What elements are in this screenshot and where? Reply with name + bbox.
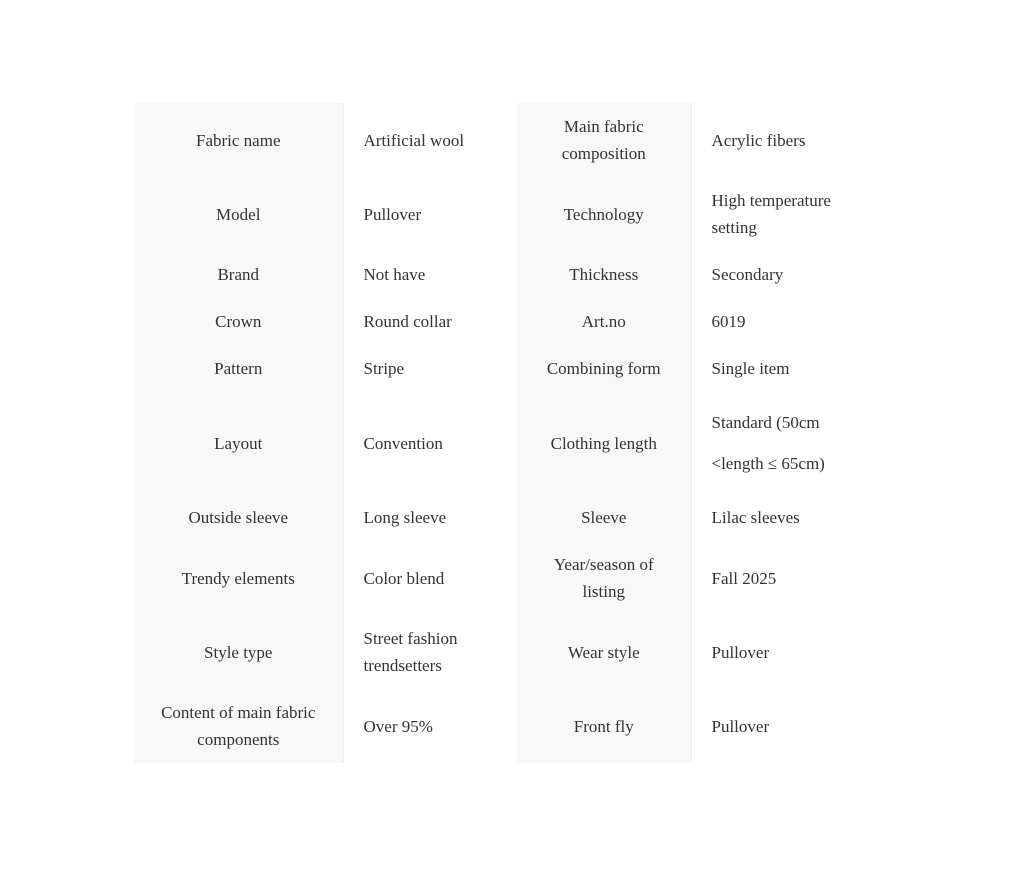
spec-label: Wear style xyxy=(517,615,691,689)
spec-label: Pattern xyxy=(134,345,343,392)
spec-label: Fabric name xyxy=(134,103,343,177)
spec-label: Trendy elements xyxy=(134,541,343,615)
spec-value: Pullover xyxy=(343,177,517,251)
spec-value: Street fashion trendsetters xyxy=(343,615,517,689)
table-row xyxy=(134,298,862,345)
table-row xyxy=(134,541,862,615)
spec-value: Artificial wool xyxy=(343,103,517,177)
table-row xyxy=(134,392,862,494)
spec-value: Over 95% xyxy=(343,689,517,763)
table-row xyxy=(134,615,862,689)
spec-value: Pullover xyxy=(691,689,862,763)
spec-label: Style type xyxy=(134,615,343,689)
spec-label: Combining form xyxy=(517,345,691,392)
spec-label: Brand xyxy=(134,251,343,298)
spec-label: Front fly xyxy=(517,689,691,763)
spec-value: Single item xyxy=(691,345,862,392)
table-row xyxy=(134,177,862,251)
spec-label: Sleeve xyxy=(517,494,691,541)
spec-value: Secondary xyxy=(691,251,862,298)
spec-value: Lilac sleeves xyxy=(691,494,862,541)
spec-value: Stripe xyxy=(343,345,517,392)
table-row xyxy=(134,494,862,541)
spec-value: High temperature setting xyxy=(691,177,862,251)
spec-label: Layout xyxy=(134,392,343,494)
spec-label: Year/season of listing xyxy=(517,541,691,615)
spec-value: Color blend xyxy=(343,541,517,615)
spec-label: Technology xyxy=(517,177,691,251)
spec-label: Model xyxy=(134,177,343,251)
table-row xyxy=(134,251,862,298)
spec-label: Main fabric composition xyxy=(517,103,691,177)
spec-value: Pullover xyxy=(691,615,862,689)
table-row xyxy=(134,689,862,763)
spec-label: Clothing length xyxy=(517,392,691,494)
spec-value: Round collar xyxy=(343,298,517,345)
product-spec-table xyxy=(134,103,862,763)
spec-value: Fall 2025 xyxy=(691,541,862,615)
table-row xyxy=(134,345,862,392)
spec-value: 6019 xyxy=(691,298,862,345)
spec-value: Convention xyxy=(343,392,517,494)
spec-label: Content of main fabric components xyxy=(134,689,343,763)
table-row xyxy=(134,103,862,177)
spec-label: Thickness xyxy=(517,251,691,298)
spec-value: Acrylic fibers xyxy=(691,103,862,177)
spec-label: Art.no xyxy=(517,298,691,345)
spec-label: Crown xyxy=(134,298,343,345)
spec-value: Long sleeve xyxy=(343,494,517,541)
spec-value: Not have xyxy=(343,251,517,298)
spec-value: Standard (50cm <length ≤ 65cm) xyxy=(691,392,862,494)
spec-label: Outside sleeve xyxy=(134,494,343,541)
